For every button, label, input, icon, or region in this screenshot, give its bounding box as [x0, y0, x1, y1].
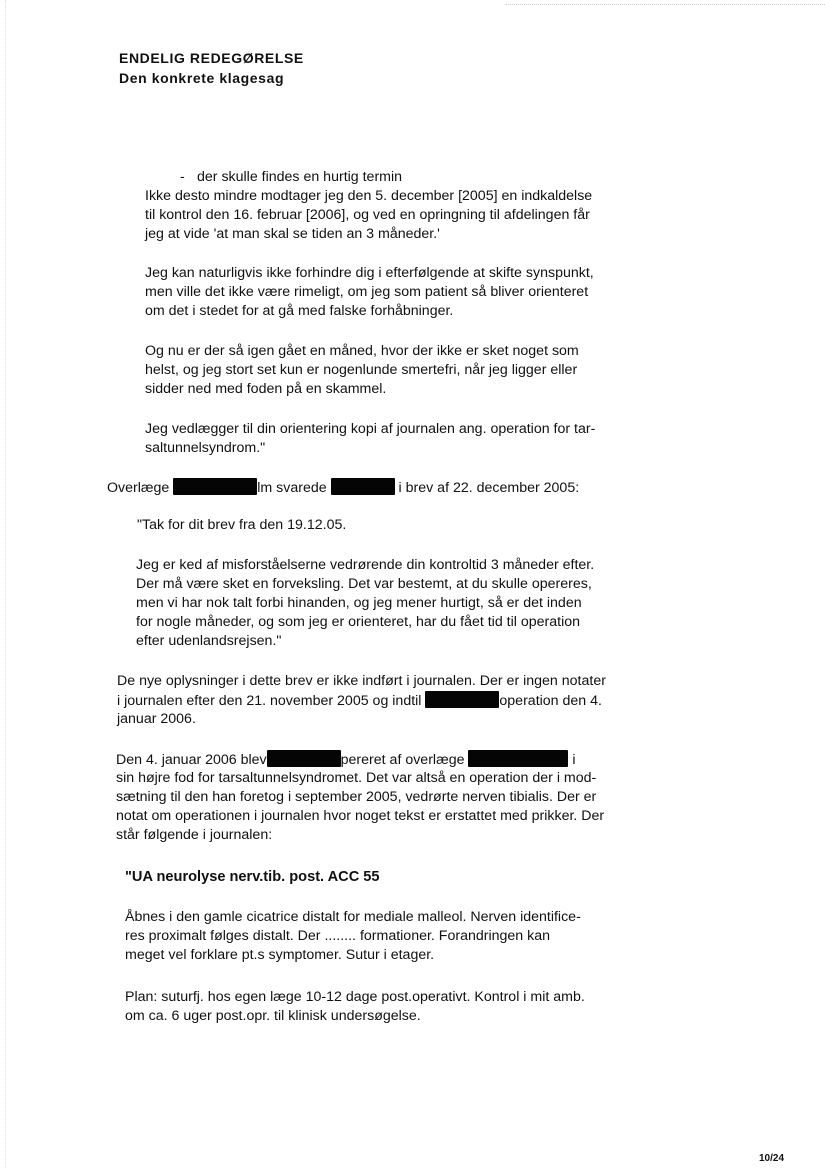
reply-intro-part: Overlæge: [107, 480, 170, 496]
redacted-name-block: [173, 478, 257, 495]
text-line: Og nu er der så igen gået en måned, hvor der ikke er sket noget som: [145, 343, 579, 359]
document-title: ENDELIG REDEGØRELSE: [119, 50, 304, 66]
text-line: sin højre fod for tarsaltunnelsyndromet. Det var altså en operation der i mod-: [116, 770, 597, 786]
journal-line: om ca. 6 uger post.opr. til klinisk undersøgelse.: [125, 1008, 421, 1024]
reply-intro-line: [107, 478, 579, 498]
text-line: står følgende i journalen:: [116, 827, 273, 843]
text-line: helst, og jeg stort set kun er nogenlunde smertefri, når jeg ligger eller: [145, 362, 578, 378]
reply-intro-part: i brev af 22. december 2005:: [398, 480, 580, 496]
journal-heading: "UA neurolyse nerv.tib. post. ACC 55: [125, 869, 380, 885]
text-line: januar 2006.: [117, 711, 196, 727]
text-line: om det i stedet for at gå med falske forhåbninger.: [145, 303, 454, 319]
reply-intro-part: lm svarede: [257, 480, 327, 496]
quote-line: men vi har nok talt forbi hinanden, og jeg mener hurtigt, så er det inden: [136, 595, 582, 611]
text-line: jeg at vide 'at man skal se tiden an 3 måneder.': [145, 226, 440, 242]
text-line: notat om operationen i journalen hvor noget tekst er erstattet med prikker. Der: [116, 808, 605, 824]
text-part: operation den 4.: [499, 693, 602, 709]
quote-line: "Tak for dit brev fra den 19.12.05.: [137, 517, 347, 533]
text-line: sætning til den han foretog i september 2005, vedrørte nerven tibialis. Der er: [116, 789, 597, 805]
text-part: Den 4. januar 2006 blev: [116, 752, 267, 768]
text-line: De nye oplysninger i dette brev er ikke indført i journalen. Der er ingen notater: [117, 673, 606, 689]
redacted-name-block: [267, 750, 341, 767]
quote-line: Jeg er ked af misforståelserne vedrørende din kontroltid 3 måneder efter.: [136, 557, 595, 573]
quote-line: Der må være sket en forveksling. Det var bestemt, at du skulle opereres,: [136, 576, 592, 592]
text-line: til kontrol den 16. februar [2006], og ved en opringning til afdelingen får: [145, 207, 590, 223]
redacted-name-block: [425, 691, 499, 708]
quote-line: for nogle måneder, og som jeg er orienteret, har du fået tid til operation: [136, 614, 581, 630]
page-number: 10/24: [759, 1153, 785, 1164]
journal-line: meget vel forklare pt.s symptomer. Sutur i etager.: [125, 947, 435, 963]
text-line: Jeg kan naturligvis ikke forhindre dig i efterfølgende at skifte synspunkt,: [145, 265, 594, 281]
text-line-with-redaction: [117, 691, 602, 711]
bullet-dash: -: [180, 169, 185, 185]
text-line: saltunnelsyndrom.": [145, 440, 266, 456]
text-part: pereret af overlæge: [340, 752, 465, 768]
quote-line: efter udenlandsrejsen.": [136, 633, 282, 649]
journal-line: res proximalt følges distalt. Der ........ formationer. Forandringen kan: [125, 928, 551, 944]
text-line: men ville det ikke være rimeligt, om jeg som patient så bliver orienteret: [145, 284, 589, 300]
document-subtitle: Den konkrete klagesag: [119, 70, 285, 86]
redacted-name-block: [331, 478, 395, 495]
scan-top-rule: [505, 4, 825, 5]
text-line: sidder ned med foden på en skammel.: [145, 381, 387, 397]
text-line-with-redaction: [116, 750, 576, 770]
scan-edge-line: [5, 0, 6, 1168]
bullet-text: der skulle findes en hurtig termin: [197, 169, 403, 185]
redacted-name-block: [468, 750, 568, 767]
text-part: i: [572, 752, 576, 768]
text-part: i journalen efter den 21. november 2005 og indtil: [117, 693, 422, 709]
journal-line: Plan: suturfj. hos egen læge 10-12 dage post.operativt. Kontrol i mit amb.: [125, 989, 585, 1005]
text-line: Jeg vedlægger til din orientering kopi af journalen ang. operation for tar-: [145, 421, 596, 437]
text-line: Ikke desto mindre modtager jeg den 5. december [2005] en indkaldelse: [145, 188, 593, 204]
journal-line: Åbnes i den gamle cicatrice distalt for mediale malleol. Nerven identifice-: [125, 909, 581, 925]
